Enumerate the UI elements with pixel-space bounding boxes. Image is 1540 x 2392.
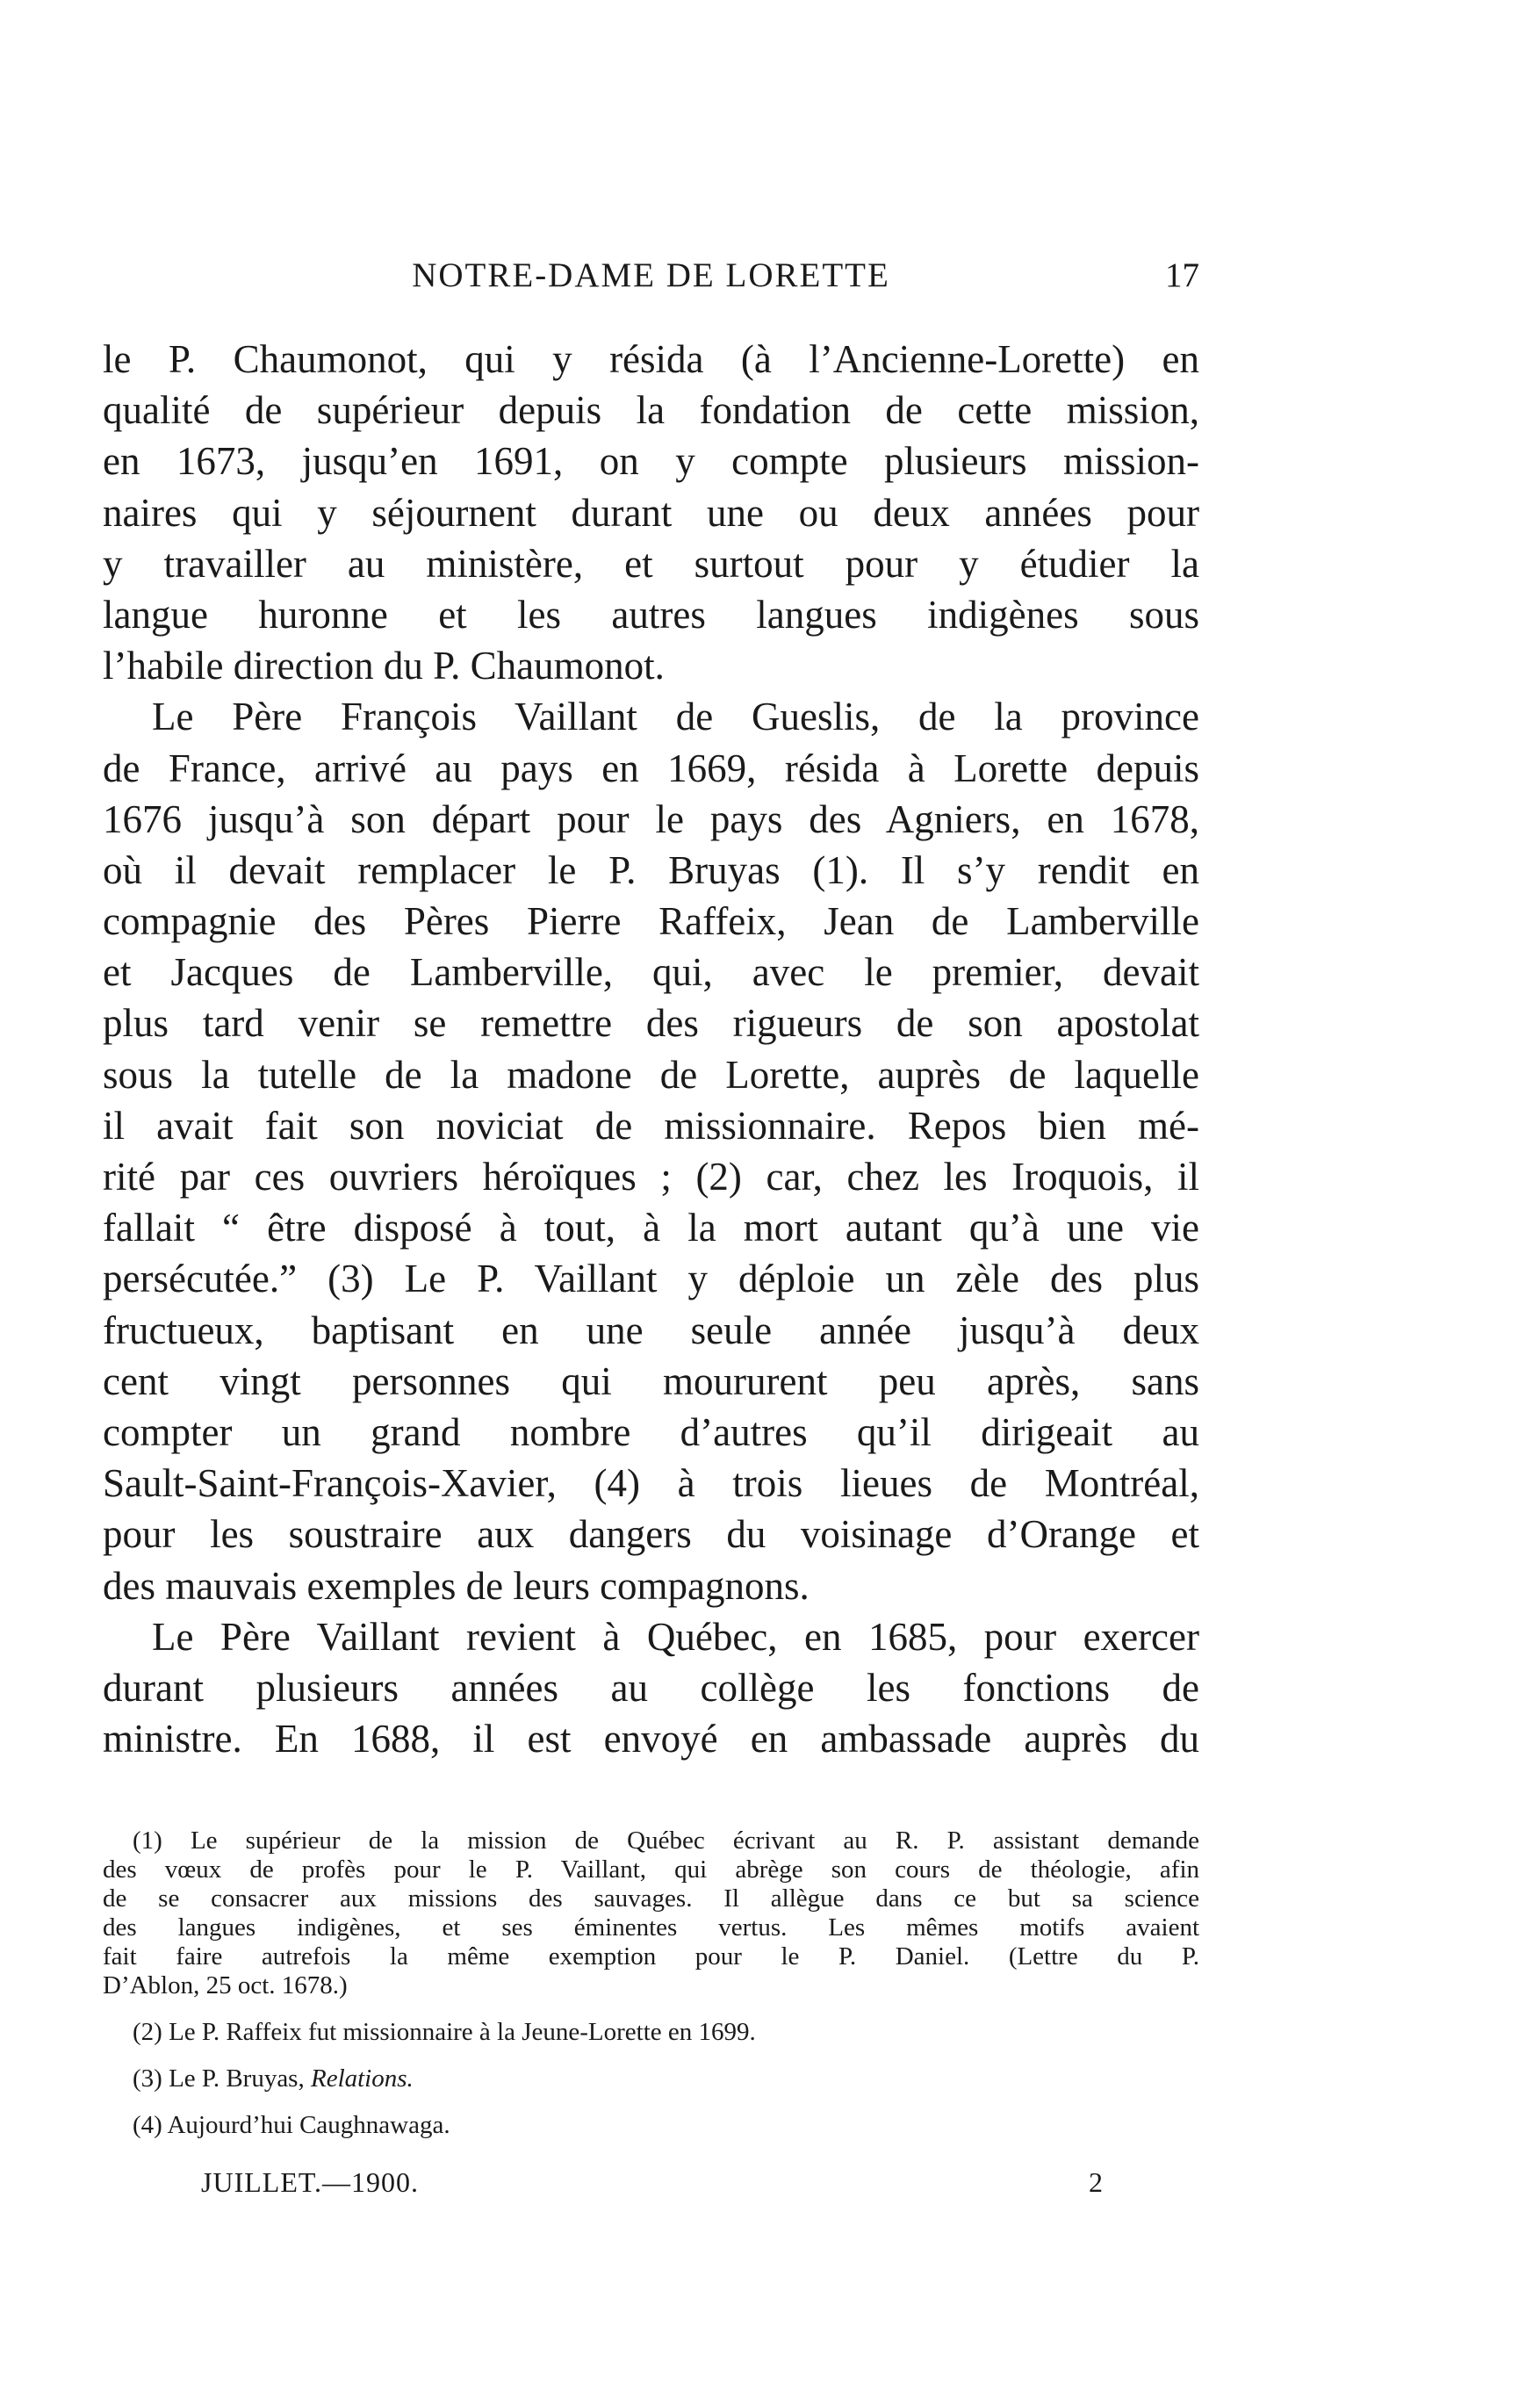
running-header	[103, 250, 1199, 303]
text-line: sous la tutelle de la madone de Lorette, auprès de laquelle	[103, 1052, 1199, 1097]
text-line: durant plusieurs années au collège les fonctions de	[103, 1665, 1199, 1710]
text-line: le P. Chaumonot, qui y résida (à l’Ancienne-Lorette) en	[103, 337, 1199, 381]
text-line: qualité de supérieur depuis la fondation de cette mission,	[103, 388, 1199, 433]
signature-mark: 2	[1089, 2166, 1103, 2198]
text-line: plus tard venir se remettre des rigueurs de son apostolat	[103, 1001, 1199, 1046]
text-line: langue huronne et les autres langues indigènes sous	[103, 592, 1199, 637]
text-line: naires qui y séjournent durant une ou deux années pour	[103, 490, 1199, 535]
text-line: y travailler au ministère, et surtout pour y étudier la	[103, 541, 1199, 586]
text-line: Le Père Vaillant revient à Québec, en 1685, pour exercer	[152, 1614, 1199, 1659]
signature-line	[103, 2166, 1199, 2210]
footnote-line: (1) Le supérieur de la mission de Québec écrivant au R. P. assistant demande	[133, 1826, 1199, 1855]
text-line: fructueux, baptisant en une seule année jusqu’à deux	[103, 1308, 1199, 1352]
footnote-line: D’Ablon, 25 oct. 1678.)	[103, 1971, 348, 1999]
text-line: rité par ces ouvriers héroïques ; (2) car, chez les Iroquois, il	[103, 1155, 1199, 1199]
page-number: 17	[1165, 256, 1199, 294]
footnotes	[103, 1826, 1199, 2140]
footnote-3-italic: Relations.	[310, 2064, 414, 2093]
text-line: en 1673, jusqu’en 1691, on y compte plusieurs mission-	[103, 439, 1199, 484]
footnote-3-text: (3) Le P. Bruyas,	[133, 2064, 311, 2093]
text-line: où il devait remplacer le P. Bruyas (1). Il s’y rendit en	[103, 847, 1199, 892]
footnote-line: des langues indigènes, et ses éminentes vertus. Les mêmes motifs avaient	[103, 1913, 1199, 1942]
signature-date: JUILLET.—1900.	[201, 2166, 420, 2198]
footnote-2: (2) Le P. Raffeix fut missionnaire à la Jeune-Lorette en 1699.	[133, 2018, 756, 2046]
text-line: des mauvais exemples de leurs compagnons.	[103, 1563, 810, 1608]
text-line: pour les soustraire aux dangers du voisinage d’Orange et	[103, 1512, 1199, 1557]
text-line: il avait fait son noviciat de missionnaire. Repos bien mé-	[103, 1103, 1199, 1148]
running-title: NOTRE-DAME DE LORETTE	[412, 256, 890, 294]
text-line: fallait “ être disposé à tout, à la mort autant qu’à une vie	[103, 1206, 1199, 1250]
footnote-line: des vœux de profès pour le P. Vaillant, qui abrège son cours de théologie, afin	[103, 1855, 1199, 1884]
footnote-4: (4) Aujourd’hui Caughnawaga.	[133, 2111, 450, 2139]
text-line: de France, arrivé au pays en 1669, résida à Lorette depuis	[103, 746, 1199, 790]
text-line: l’habile direction du P. Chaumonot.	[103, 644, 665, 688]
text-line: Sault-Saint-François-Xavier, (4) à trois lieues de Montréal,	[103, 1461, 1199, 1506]
text-line: compagnie des Pères Pierre Raffeix, Jean de Lamberville	[103, 899, 1199, 944]
text-line: compter un grand nombre d’autres qu’il dirigeait au	[103, 1409, 1199, 1454]
footnote-3	[103, 2064, 1199, 2093]
text-line: 1676 jusqu’à son départ pour le pays des Agniers, en 1678,	[103, 796, 1199, 841]
text-line: ministre. En 1688, il est envoyé en ambassade auprès du	[103, 1717, 1199, 1762]
text-line: cent vingt personnes qui moururent peu après, sans	[103, 1358, 1199, 1403]
footnote-line: de se consacrer aux missions des sauvages. Il allègue dans ce but sa science	[103, 1884, 1199, 1913]
footnote-line: fait faire autrefois la même exemption pour le P. Daniel. (Lettre du P.	[103, 1942, 1199, 1971]
text-line: Le Père François Vaillant de Gueslis, de la province	[152, 695, 1199, 739]
text-line: et Jacques de Lamberville, qui, avec le premier, devait	[103, 950, 1199, 995]
main-text	[103, 334, 1199, 1764]
text-line: persécutée.” (3) Le P. Vaillant y déploie un zèle des plus	[103, 1257, 1199, 1301]
